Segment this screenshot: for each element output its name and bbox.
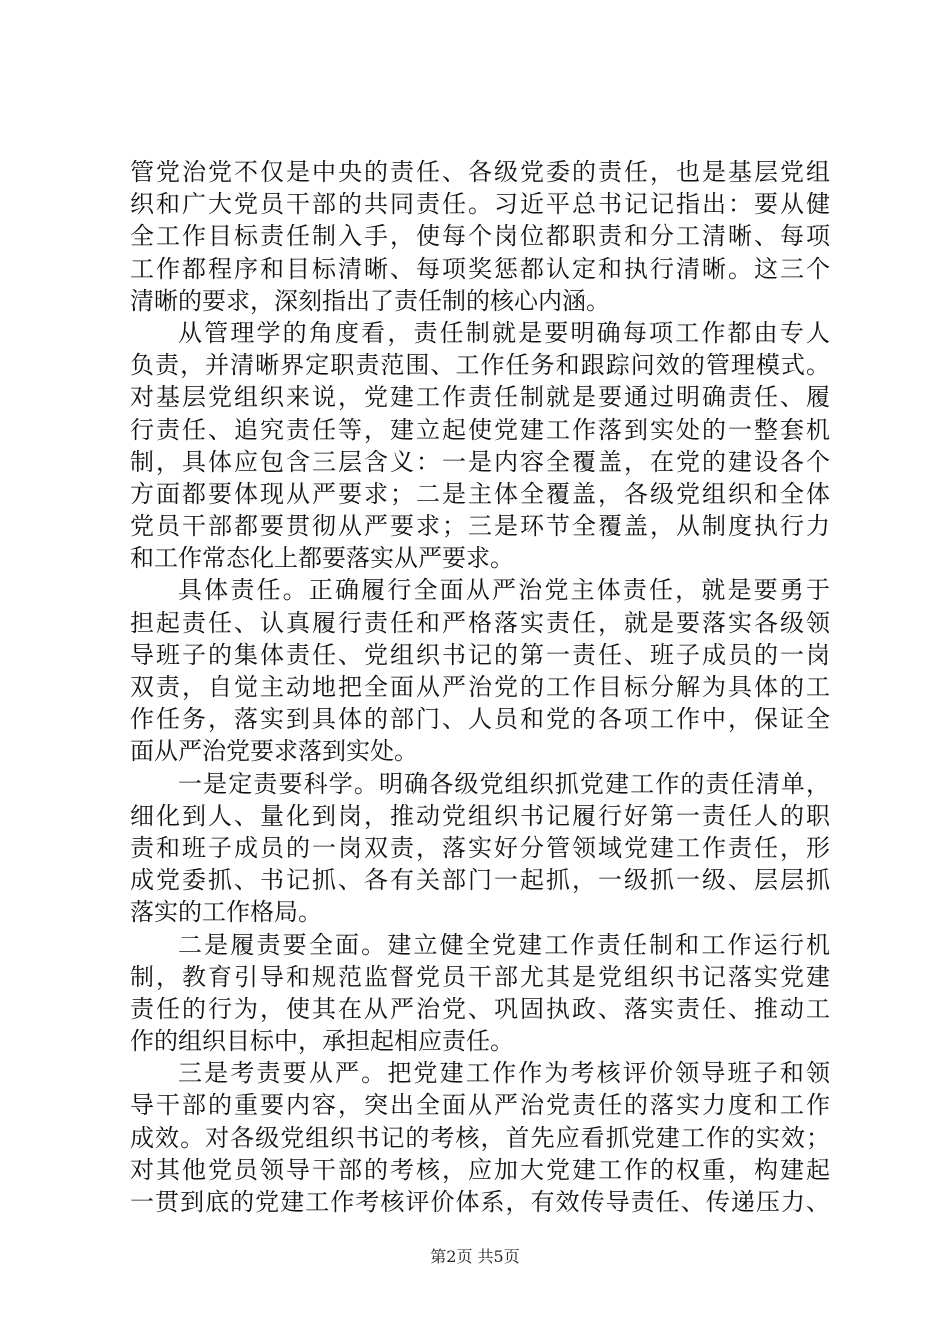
page-number-footer: 第2页 共5页	[430, 1247, 520, 1266]
text-line: 作的组织目标中，承担起相应责任。	[130, 1027, 514, 1056]
text-line: 责和班子成员的一岗双责，落实好分管领域党建工作责任，形	[130, 833, 830, 862]
text-line: 行责任、追究责任等，建立起使党建工作落到实处的一整套机	[130, 415, 830, 444]
text-line: 党员干部都要贯彻从严要求；三是环节全覆盖，从制度执行力	[130, 512, 830, 541]
text-line: 全工作目标责任制入手，使每个岗位都职责和分工清晰、每项	[130, 222, 830, 251]
paragraph-first-line: 三是考责要从严。把党建工作作为考核评价领导班子和领	[178, 1059, 830, 1088]
text-line: 面从严治党要求落到实处。	[130, 737, 418, 766]
text-line: 成党委抓、书记抓、各有关部门一起抓，一级抓一级、层层抓	[130, 866, 830, 895]
paragraph-first-line: 一是定责要科学。明确各级党组织抓党建工作的责任清单，	[178, 769, 830, 798]
text-line: 导干部的重要内容，突出全面从严治党责任的落实力度和工作	[130, 1091, 830, 1120]
text-line: 对基层党组织来说，党建工作责任制就是要通过明确责任、履	[130, 383, 830, 412]
text-line: 责任的行为，使其在从严治党、巩固执政、落实责任、推动工	[130, 994, 830, 1023]
text-line: 双责，自觉主动地把全面从严治党的工作目标分解为具体的工	[130, 673, 830, 701]
paragraph-first-line: 二是履责要全面。建立健全党建工作责任制和工作运行机	[178, 930, 830, 959]
text-line: 方面都要体现从严要求；二是主体全覆盖，各级党组织和全体	[130, 479, 830, 508]
text-line: 一贯到底的党建工作考核评价体系，有效传导责任、传递压力、	[130, 1188, 830, 1216]
text-line: 导班子的集体责任、党组织书记的第一责任、班子成员的一岗	[130, 640, 830, 669]
text-line: 细化到人、量化到岗，推动党组织书记履行好第一责任人的职	[130, 801, 830, 830]
paragraph-first-line: 具体责任。正确履行全面从严治党主体责任，就是要勇于	[178, 576, 830, 605]
text-line: 对其他党员领导干部的考核，应加大党建工作的权重，构建起	[130, 1155, 830, 1184]
text-line: 管党治党不仅是中央的责任、各级党委的责任，也是基层党组	[130, 158, 830, 186]
text-line: 制，具体应包含三层含义：一是内容全覆盖，在党的建设各个	[130, 447, 830, 476]
text-line: 落实的工作格局。	[130, 898, 322, 927]
text-line: 成效。对各级党组织书记的考核，首先应看抓党建工作的实效；	[130, 1123, 830, 1152]
text-line: 制，教育引导和规范监督党员干部尤其是党组织书记落实党建	[130, 962, 830, 991]
paragraph-first-line: 从管理学的角度看，责任制就是要明确每项工作都由专人	[178, 318, 830, 347]
text-line: 担起责任、认真履行责任和严格落实责任，就是要落实各级领	[130, 608, 830, 637]
document-body	[130, 156, 830, 1218]
text-line: 清晰的要求，深刻指出了责任制的核心内涵。	[130, 286, 610, 315]
text-line: 工作都程序和目标清晰、每项奖惩都认定和执行清晰。这三个	[130, 254, 830, 283]
text-line: 作任务，落实到具体的部门、人员和党的各项工作中，保证全	[130, 705, 830, 734]
text-line: 织和广大党员干部的共同责任。习近平总书记记指出：要从健	[130, 190, 830, 219]
text-line: 和工作常态化上都要落实从严要求。	[130, 544, 514, 573]
text-line: 负责，并清晰界定职责范围、工作任务和跟踪问效的管理模式。	[130, 351, 830, 380]
